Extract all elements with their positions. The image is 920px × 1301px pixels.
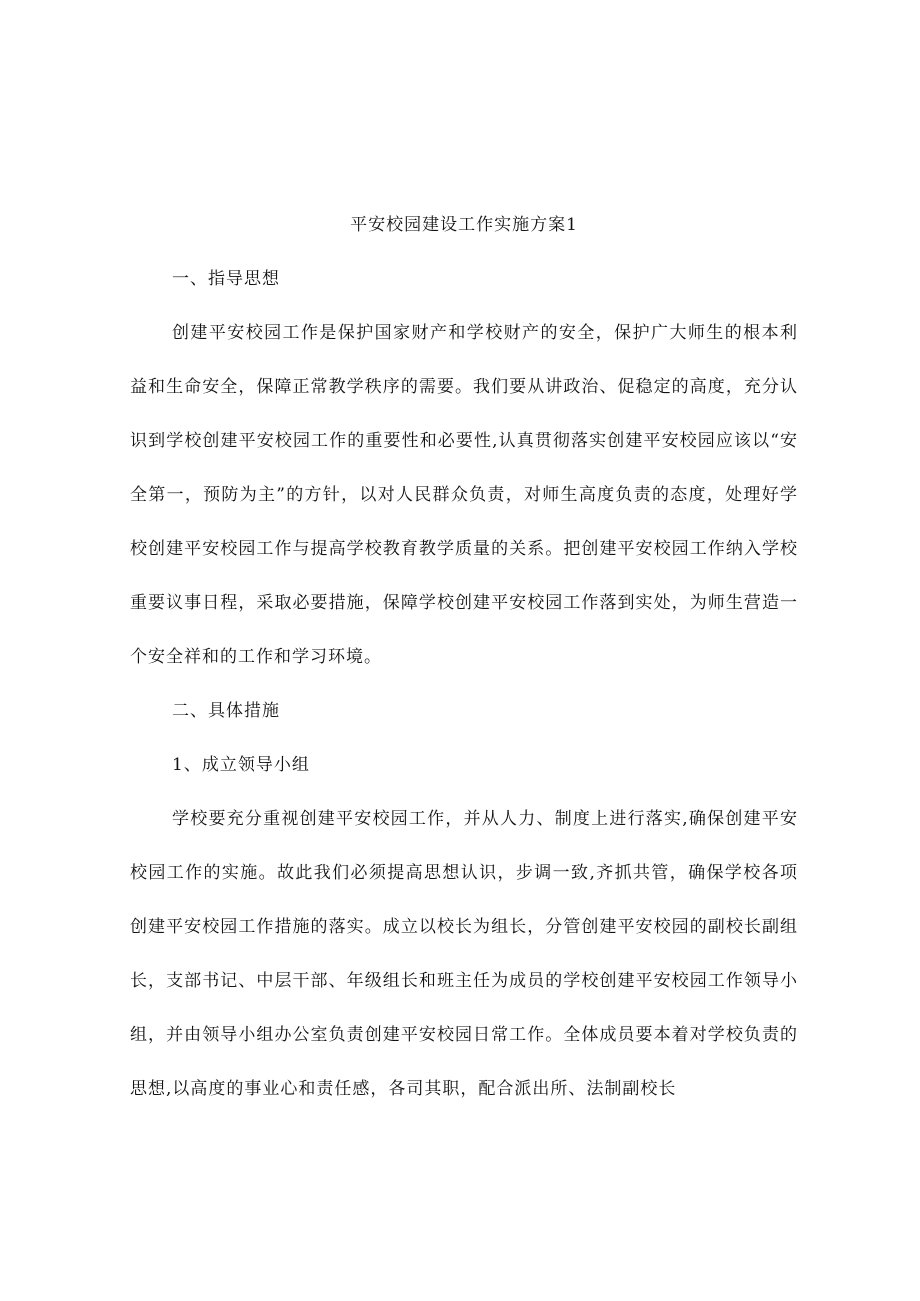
document-title: 平安校园建设工作实施方案1 (350, 215, 578, 235)
section-heading-specific-measures: 二、具体措施 (172, 701, 280, 721)
document-page (130, 210, 798, 1128)
paragraph-leadership-group: 学校要充分重视创建平安校园工作，并从人力、制度上进行落实,确保创建平安校园工作的实施。故此我们必须提高思想认识，步调一致,齐抓共管，确保学校各项创建平安校园工作措施的落实。成立以校长为组长，分管创建平安校园的副校长副组长，支部书记、中层干部、年级组长和班主任为成员的学校创建平安校园工作领导小组，并由领导小组办公室负责创建平安校园日常工作。全体成员要本着对学校负责的思想,以高度的事业心和责任感，各司其职，配合派出所、法制副校长 (130, 809, 798, 1099)
paragraph-guiding-thought: 创建平安校园工作是保护国家财产和学校财产的安全，保护广大师生的根本利益和生命安全，保障正常教学秩序的需要。我们要从讲政治、促稳定的高度，充分认识到学校创建平安校园工作的重要性和必要性,认真贯彻落实创建平安校园应该以“安全第一，预防为主”的方针，以对人民群众负责，对师生高度负责的态度，处理好学校创建平安校园工作与提高学校教育教学质量的关系。把创建平安校园工作纳入学校重要议事日程，采取必要措施，保障学校创建平安校园工作落到实处，为师生营造一个安全祥和的工作和学习环境。 (130, 323, 798, 667)
section-heading-guiding-thought: 一、指导思想 (172, 269, 280, 289)
subsection-heading-leadership-group: 1、成立领导小组 (172, 755, 310, 775)
